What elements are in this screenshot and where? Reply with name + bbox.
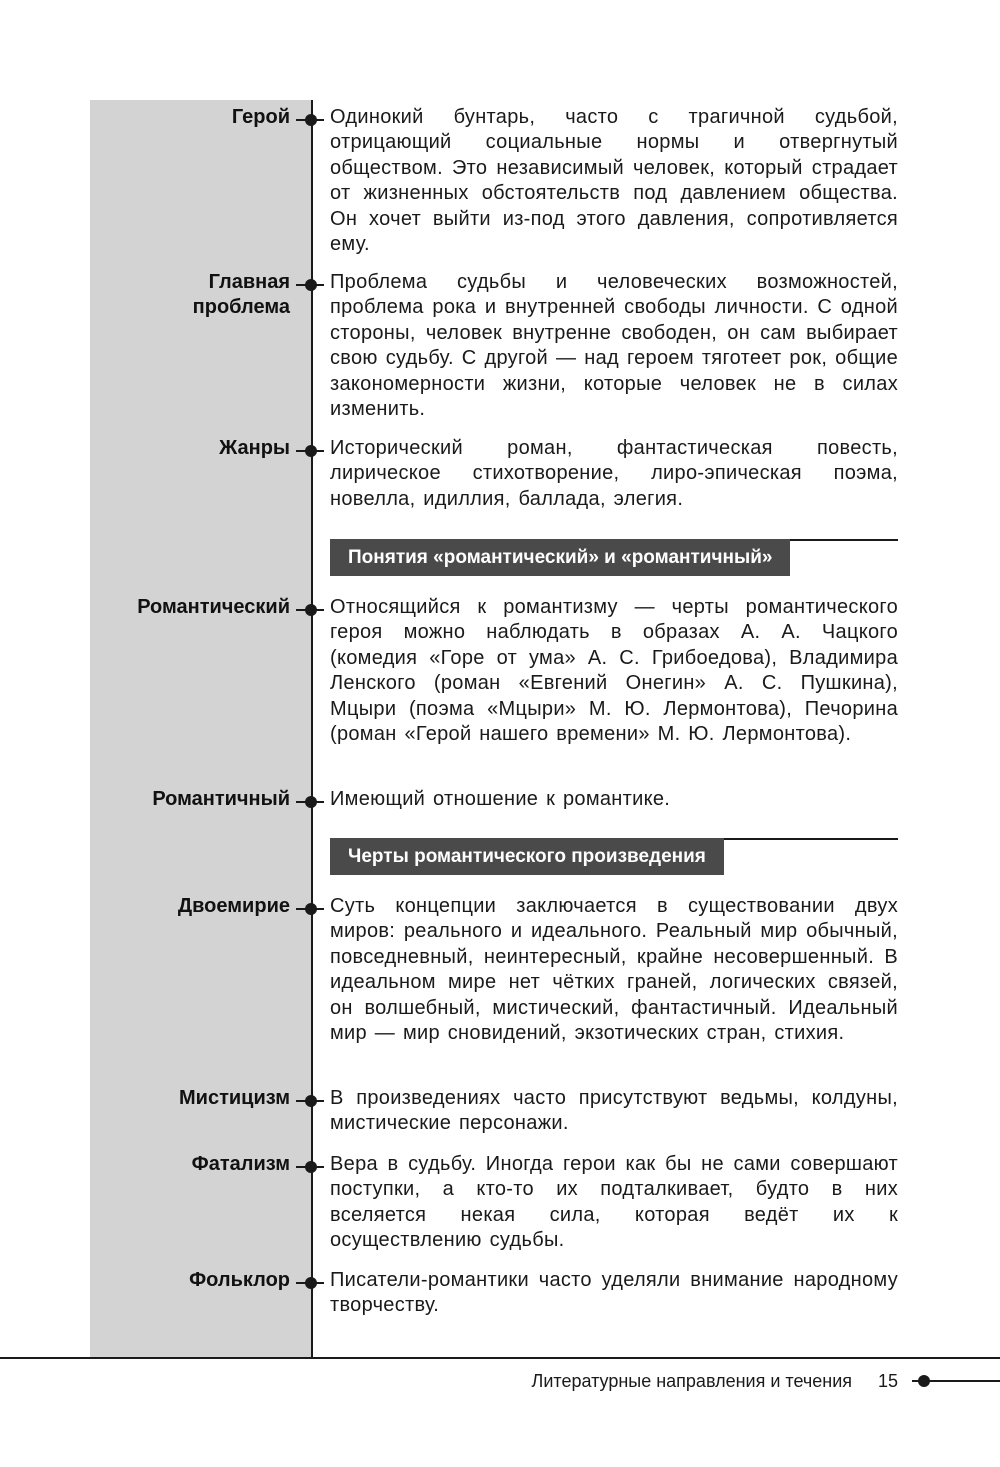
term-definition: В произведениях часто присутствуют ведьмы, колдуны, мистические персонажи. [330, 1087, 898, 1135]
bullet-dot-icon [305, 903, 317, 915]
bullet-dot-icon [305, 1161, 317, 1173]
term-label: Фатализм [191, 1153, 290, 1175]
term-definition: Относящийся к романтизму — черты романтического героя можно наблюдать в образах А. А. Чацкого (комедия «Горе от ума» А. С. Грибоедова), Владимира Ленского (роман «Евгений Онегин» А. С. Пушкина), Мцыри (поэма «Мцыри» М. Ю. Лермонтова), Печорина (роман «Герой нашего времени» М. Ю. Лермонтова). [330, 596, 898, 746]
term-definition: Проблема судьбы и человеческих возможностей, проблема рока и внутренней свободы личности. С одной стороны, человек внутренне свободен, он сам выбирает свою судьбу. С другой — над героем тяготеет рок, общие закономерности жизни, которые человек не в силах изменить. [330, 271, 898, 421]
term-label: Жанры [219, 437, 290, 459]
term-definition: Одинокий бунтарь, часто с трагичной судьбой, отрицающий социальные нормы и отвергнутый обществом. Это независимый человек, который страдает от жизненных обстоятельств под давлением общества. Он хочет выйти из-под этого давления, сопротивляется ему. [330, 106, 898, 256]
term-definition: Исторический роман, фантастическая повесть, лирическое стихотворение, лиро-эпическая поэма, новелла, идиллия, баллада, элегия. [330, 437, 898, 510]
footer-dot-icon [918, 1375, 930, 1387]
term-label: Двоемирие [177, 895, 290, 917]
bullet-dot-icon [305, 1277, 317, 1289]
section-banner-concepts: Понятия «романтический» и «романтичный» [330, 539, 790, 576]
section-banner-features: Черты романтического произведения [330, 838, 724, 875]
term-label: Мистицизм [179, 1087, 290, 1109]
term-label: Главная проблема [192, 271, 290, 318]
running-footer-title: Литературные направления и течения [531, 1371, 852, 1391]
term-label: Романтический [137, 596, 290, 618]
bullet-dot-icon [305, 279, 317, 291]
term-definition: Писатели-романтики часто уделяли внимание народному творчеству. [330, 1269, 898, 1317]
bullet-dot-icon [305, 796, 317, 808]
term-definition: Суть концепции заключается в существовании двух миров: реального и идеального. Реальный мир обычный, повседневный, неинтересный, крайне несовершенный. В идеальном мире нет чётких граней, логических связей, он волшебный, мистический, фантастичный. Идеальный мир — мир сновидений, экзотических стран, стихия. [330, 895, 898, 1045]
bullet-dot-icon [305, 445, 317, 457]
term-definition: Имеющий отношение к романтике. [330, 788, 671, 810]
bullet-dot-icon [305, 1095, 317, 1107]
term-label: Герой [231, 106, 290, 128]
bullet-dot-icon [305, 114, 317, 126]
term-label: Романтичный [152, 788, 290, 810]
term-definition: Вера в судьбу. Иногда герои как бы не сами совершают поступки, а кто-то их подталкивает, будто в них вселяется некая сила, которая ведёт их к осуществлению судьбы. [330, 1153, 898, 1252]
footer-rule [0, 1357, 1000, 1359]
bullet-dot-icon [305, 604, 317, 616]
term-label: Фольклор [189, 1269, 290, 1291]
page-number: 15 [878, 1371, 899, 1391]
